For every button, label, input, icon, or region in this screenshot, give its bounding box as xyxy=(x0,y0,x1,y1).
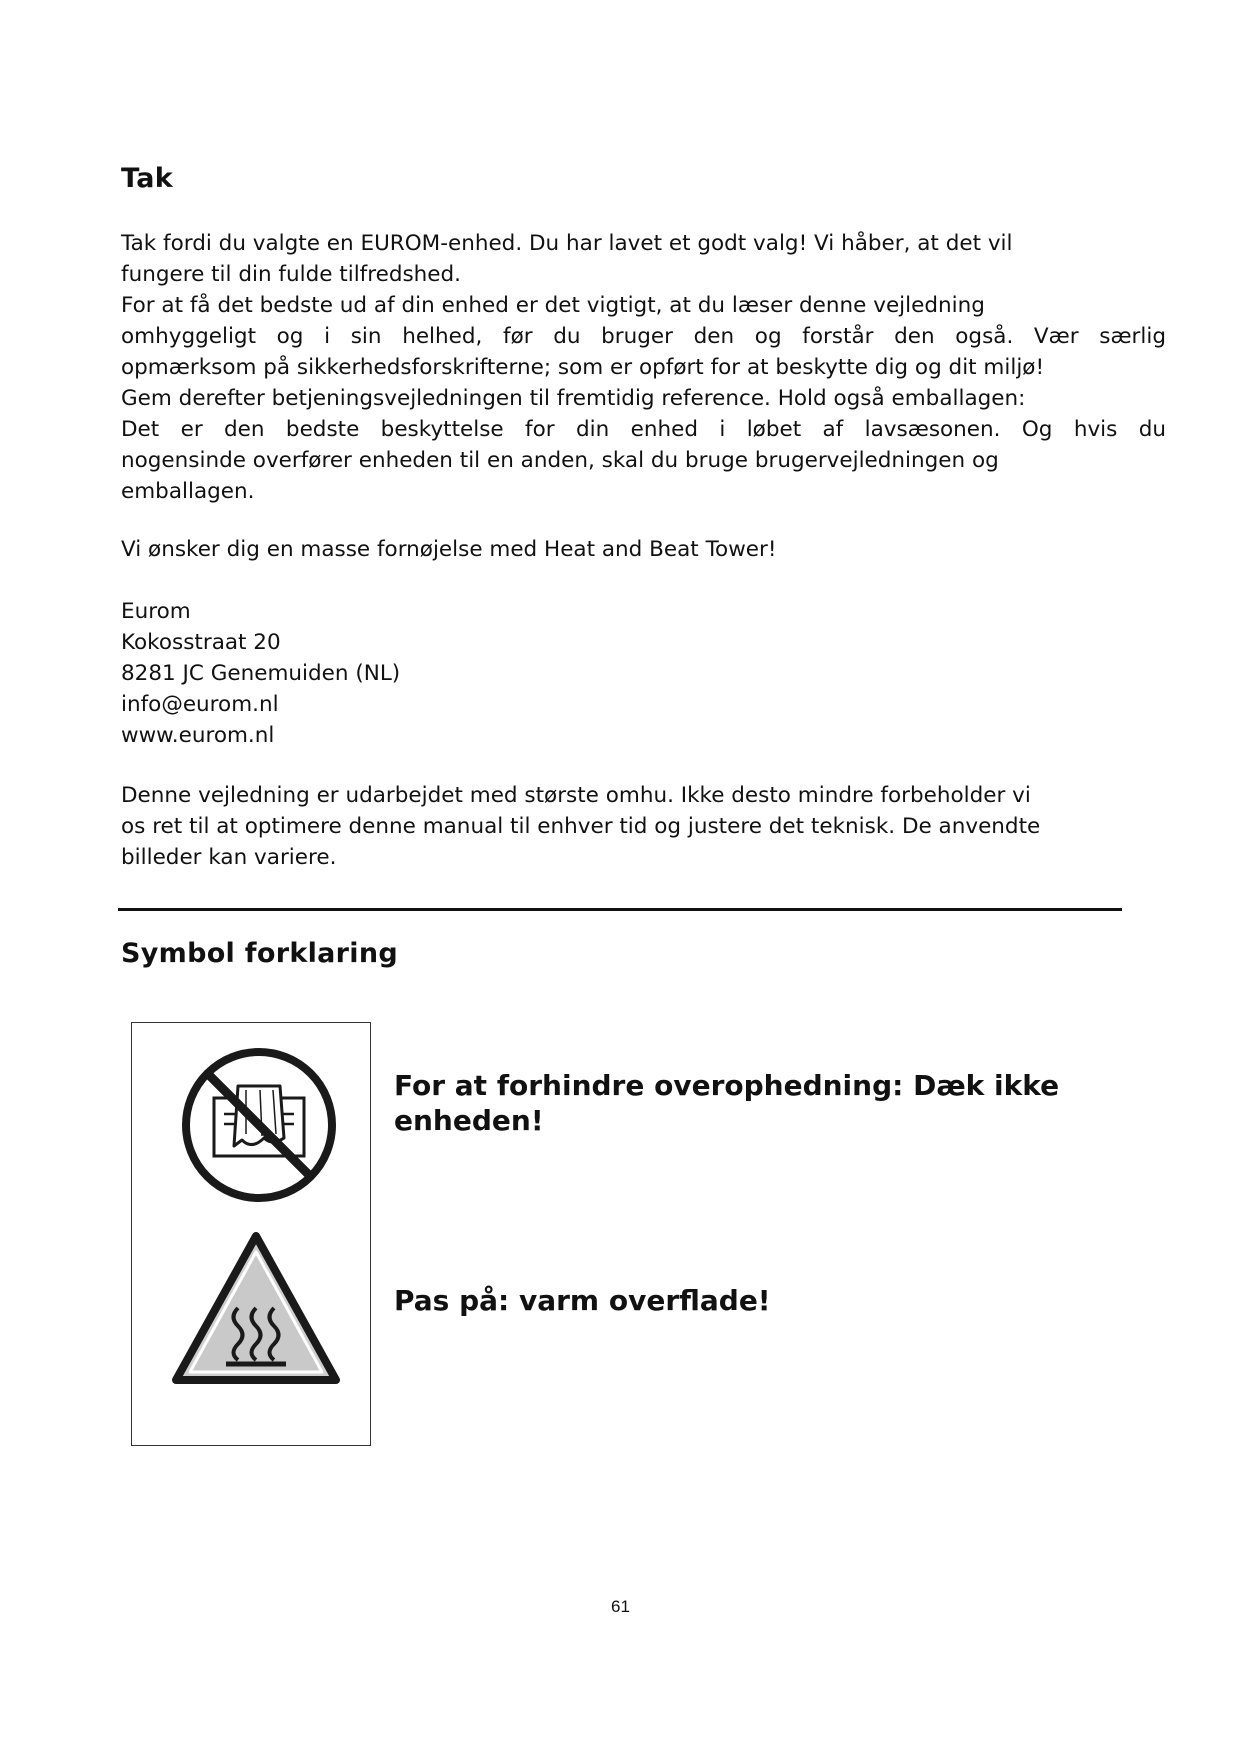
section-divider xyxy=(118,908,1122,911)
heading-symbols: Symbol forklaring xyxy=(121,938,398,969)
intro-paragraph xyxy=(121,228,1166,507)
disclaimer-line: Denne vejledning er udarbejdet med største omhu. Ikke desto mindre forbeholder vi xyxy=(121,783,1031,808)
intro-line: fungere til din fulde tilfredshed. xyxy=(121,262,462,287)
hot-surface-warning-icon xyxy=(170,1230,342,1390)
symbol-icon-box xyxy=(131,1022,371,1446)
contact-company: Eurom xyxy=(121,599,191,624)
intro-line: Gem derefter betjeningsvejledningen til fremtidig reference. Hold også emballagen: xyxy=(121,386,1026,411)
do-not-cover-icon xyxy=(180,1046,338,1204)
contact-street: Kokosstraat 20 xyxy=(121,630,281,655)
page-number: 61 xyxy=(611,1597,630,1616)
intro-line: opmærksom på sikkerhedsforskrifterne; som er opført for at beskytte dig og dit miljø! xyxy=(121,355,1045,380)
disclaimer-line: os ret til at optimere denne manual til enhver tid og justere det teknisk. De anvendte xyxy=(121,814,1041,839)
intro-line: omhyggeligt og i sin helhed, før du bruger den og forstår den også. Vær særlig xyxy=(121,324,1166,349)
contact-city: 8281 JC Genemuiden (NL) xyxy=(121,661,401,686)
contact-website: www.eurom.nl xyxy=(121,723,275,748)
intro-line: nogensinde overfører enheden til en anden, skal du bruge brugervejledningen og xyxy=(121,448,999,473)
intro-line: Det er den bedste beskyttelse for din enhed i løbet af lavsæsonen. Og hvis du xyxy=(121,417,1166,442)
symbol-text-do-not-cover: For at forhindre overophedning: Dæk ikke enheden! xyxy=(394,1069,1060,1137)
intro-line: emballagen. xyxy=(121,479,255,504)
wish-text: Vi ønsker dig en masse fornøjelse med Heat and Beat Tower! xyxy=(121,537,777,562)
heading-thanks: Tak xyxy=(121,163,174,194)
disclaimer-line: billeder kan variere. xyxy=(121,845,337,870)
symbol-text-hot-surface: Pas på: varm overflade! xyxy=(394,1284,771,1317)
disclaimer-paragraph xyxy=(121,780,1166,873)
contact-block xyxy=(121,596,400,751)
intro-line: For at få det bedste ud af din enhed er det vigtigt, at du læser denne vejledning xyxy=(121,293,985,318)
intro-line: Tak fordi du valgte en EUROM-enhed. Du har lavet et godt valg! Vi håber, at det vil xyxy=(121,231,1013,256)
contact-email: info@eurom.nl xyxy=(121,692,279,717)
